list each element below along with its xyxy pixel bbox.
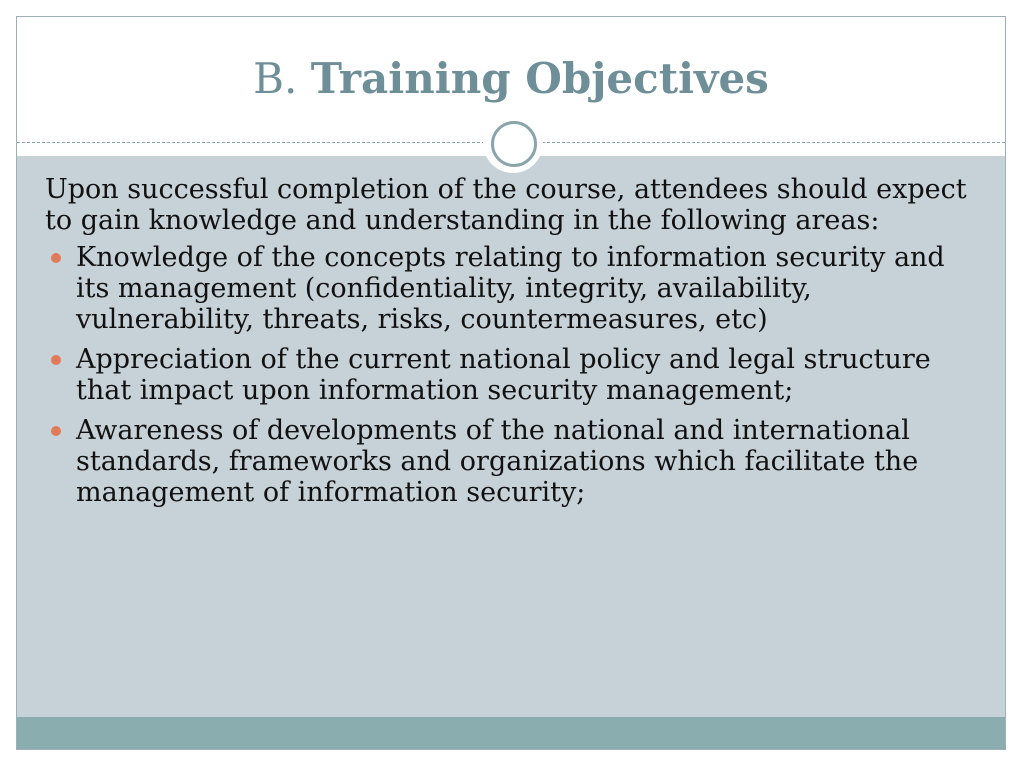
slide-body <box>45 174 975 517</box>
intro-paragraph: Upon successful completion of the course, attendees should expect to gain knowledge and understanding in the following areas: <box>45 174 967 236</box>
bullet-dot-icon <box>51 355 61 365</box>
bullet-dot-icon <box>51 426 61 436</box>
list-item <box>45 415 975 508</box>
objectives-list <box>45 242 975 508</box>
bullet-dot-icon <box>51 253 61 263</box>
list-item <box>45 344 975 406</box>
slide-title <box>17 53 1005 105</box>
footer-band <box>17 717 1005 750</box>
list-item-text: Appreciation of the current national policy and legal structure that impact upon information security management; <box>76 344 931 406</box>
list-item-text: Awareness of developments of the national and international standards, frameworks and organizations which facilitate the management of information security; <box>76 415 919 508</box>
circle-ornament-ring <box>491 121 537 167</box>
list-item-text: Knowledge of the concepts relating to information security and its management (confidentiality, integrity, availability, vulnerability, threats, risks, countermeasures, etc) <box>76 242 945 335</box>
slide <box>16 16 1006 750</box>
slide-title-prefix: B. <box>253 54 298 103</box>
slide-title-main: Training Objectives <box>310 54 769 103</box>
list-item <box>45 242 975 335</box>
